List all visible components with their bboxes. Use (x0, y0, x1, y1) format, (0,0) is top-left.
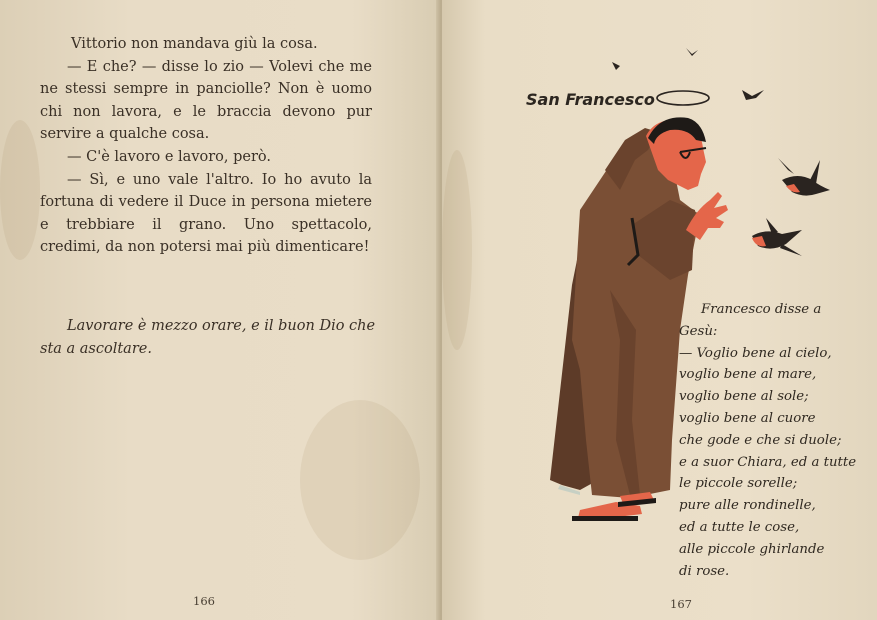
poem-line: voglio bene al mare, (679, 367, 817, 383)
paper-stain (300, 400, 420, 560)
poem-line: di rose. (679, 563, 730, 579)
bird-icon (752, 218, 802, 256)
paragraph: — E che? — disse lo zio — Volevi che me ne stessi sempre in panciolle? Non è uomo chi non lavora, e le braccia devono pur servire a qualche cosa. (40, 58, 372, 143)
poem-line: Francesco disse a (701, 302, 822, 317)
paragraph: Vittorio non mandava giù la cosa. (71, 36, 318, 52)
bird-icon (686, 48, 698, 56)
halo-icon (657, 91, 709, 105)
bird-icon (612, 62, 620, 70)
paragraph: — Sì, e uno vale l'altro. Io ho avuto la fortuna di vedere il Duce in persona mietere e trebbiare il grano. Uno spettacolo, credimi, da non potersi mai più dimenticare! (40, 171, 372, 256)
paragraph: — C'è lavoro e lavoro, però. (67, 148, 272, 165)
motto: Lavorare è mezzo orare, e il buon Dio che sta a ascoltare. (40, 318, 376, 357)
paper-stain (0, 120, 40, 260)
poem-line: Gesù: (679, 323, 718, 339)
bird-icon (742, 90, 764, 100)
poem (679, 299, 857, 582)
sandal (572, 516, 638, 521)
left-body-text (40, 33, 372, 259)
page-number-left: 166 (193, 594, 215, 608)
illustration-title: San Francesco (526, 90, 655, 109)
poem-line: che gode e che si duole; (679, 432, 842, 448)
bird-icon (778, 158, 830, 196)
poem-line: — Voglio bene al cielo, (679, 345, 832, 361)
poem-line: ed a tutte le cose, (679, 519, 800, 535)
page-number-right: 167 (670, 597, 692, 611)
paper-stain (442, 150, 472, 350)
poem-line: e a suor Chiara, ed a tutte (679, 454, 857, 470)
poem-line: pure alle rondinelle, (679, 498, 816, 514)
poem-line: voglio bene al cuore (679, 410, 816, 426)
poem-line: le piccole sorelle; (679, 476, 798, 492)
poem-line: alle piccole ghirlande (679, 541, 825, 557)
poem-line: voglio bene al sole; (679, 389, 809, 405)
